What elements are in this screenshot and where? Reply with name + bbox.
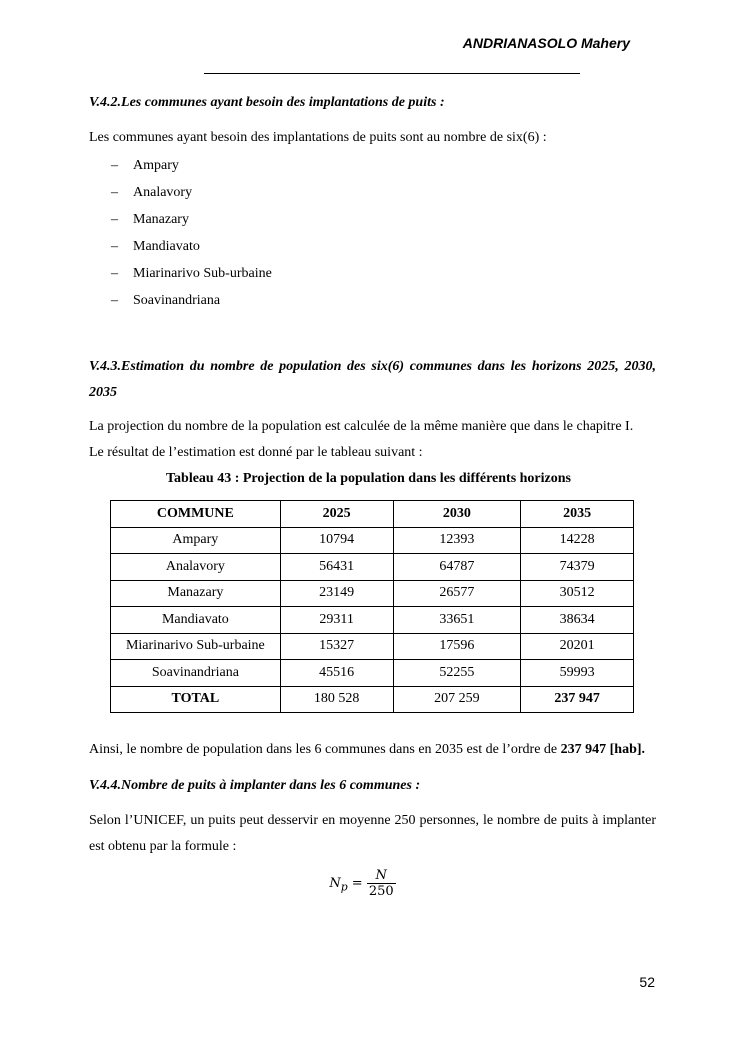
header-author: ANDRIANASOLO Mahery	[462, 35, 630, 51]
formula-denominator: 250	[368, 884, 394, 899]
table-caption: Tableau 43 : Projection de la population dans les différents horizons	[165, 471, 571, 486]
formula-fraction	[367, 868, 396, 899]
page-number: 52	[639, 974, 655, 990]
formula-equals: =	[351, 876, 363, 891]
header-divider	[204, 73, 580, 74]
table-cell: 52255	[393, 660, 521, 687]
table-cell: 33651	[393, 607, 521, 634]
list-item: – Manazary	[111, 212, 189, 227]
section-v43-table-intro: Le résultat de l’estimation est donné par le tableau suivant :	[89, 445, 423, 460]
table-cell: 30512	[521, 580, 634, 607]
table-cell: 64787	[393, 554, 521, 581]
column-header: 2025	[280, 501, 393, 528]
section-v43-conclusion: Ainsi, le nombre de population dans les 6 communes dans en 2035 est de l’ordre de 237 947 [hab].	[89, 742, 646, 757]
table-cell: 26577	[393, 580, 521, 607]
commune-list	[89, 152, 656, 314]
page-content	[89, 90, 656, 899]
table-cell: 29311	[280, 607, 393, 634]
table-cell: 207 259	[393, 686, 521, 713]
list-item: – Soavinandriana	[111, 293, 221, 308]
table-total-row	[111, 686, 634, 713]
table-cell: Analavory	[111, 554, 281, 581]
table-row	[111, 580, 634, 607]
section-title-v43: V.4.3.Estimation du nombre de population des six(6) communes dans les horizons 2025, 2030, 2035	[89, 359, 656, 400]
table-row	[111, 660, 634, 687]
formula-lhs: N	[329, 876, 341, 891]
list-item: – Ampary	[111, 158, 179, 173]
table-row	[111, 633, 634, 660]
population-table	[110, 500, 634, 713]
section-v42-intro: Les communes ayant besoin des implantations de puits sont au nombre de six(6) :	[89, 130, 547, 145]
section-v43-paragraph: La projection du nombre de la population est calculée de la même manière que dans le chapitre I.	[89, 419, 634, 434]
conclusion-value: 237 947 [hab].	[560, 742, 646, 757]
table-cell: TOTAL	[111, 686, 281, 713]
table-cell: 15327	[280, 633, 393, 660]
table-cell: 17596	[393, 633, 521, 660]
table-cell: 74379	[521, 554, 634, 581]
section-title-v42: V.4.2.Les communes ayant besoin des implantations de puits :	[89, 95, 445, 110]
table-cell: 45516	[280, 660, 393, 687]
list-item: – Mandiavato	[111, 239, 200, 254]
column-header: 2035	[521, 501, 634, 528]
column-header: COMMUNE	[111, 501, 281, 528]
table-cell: 14228	[521, 527, 634, 554]
table-cell: 180 528	[280, 686, 393, 713]
table-row	[111, 607, 634, 634]
column-header: 2030	[393, 501, 521, 528]
table-cell: 12393	[393, 527, 521, 554]
section-title-v44: V.4.4.Nombre de puits à implanter dans les 6 communes :	[89, 778, 421, 793]
table-cell: 38634	[521, 607, 634, 634]
table-row	[111, 554, 634, 581]
formula	[79, 868, 646, 899]
table-row	[111, 527, 634, 554]
table-cell: 56431	[280, 554, 393, 581]
table-cell: 20201	[521, 633, 634, 660]
list-item: – Analavory	[111, 185, 193, 200]
formula-lhs-subscript: p	[340, 880, 348, 894]
table-cell: Manazary	[111, 580, 281, 607]
table-cell: 10794	[280, 527, 393, 554]
table-header-row	[111, 501, 634, 528]
table-cell: 59993	[521, 660, 634, 687]
table-cell: 237 947	[521, 686, 634, 713]
table-cell: Mandiavato	[111, 607, 281, 634]
table-cell: Soavinandriana	[111, 660, 281, 687]
table-cell: Miarinarivo Sub-urbaine	[111, 633, 281, 660]
table-cell: Ampary	[111, 527, 281, 554]
formula-numerator: N	[367, 868, 396, 884]
table-cell: 23149	[280, 580, 393, 607]
list-item: – Miarinarivo Sub-urbaine	[111, 266, 272, 281]
section-v44-paragraph: Selon l’UNICEF, un puits peut desservir en moyenne 250 personnes, le nombre de puits à implanter est obtenu par la formule :	[89, 813, 656, 854]
